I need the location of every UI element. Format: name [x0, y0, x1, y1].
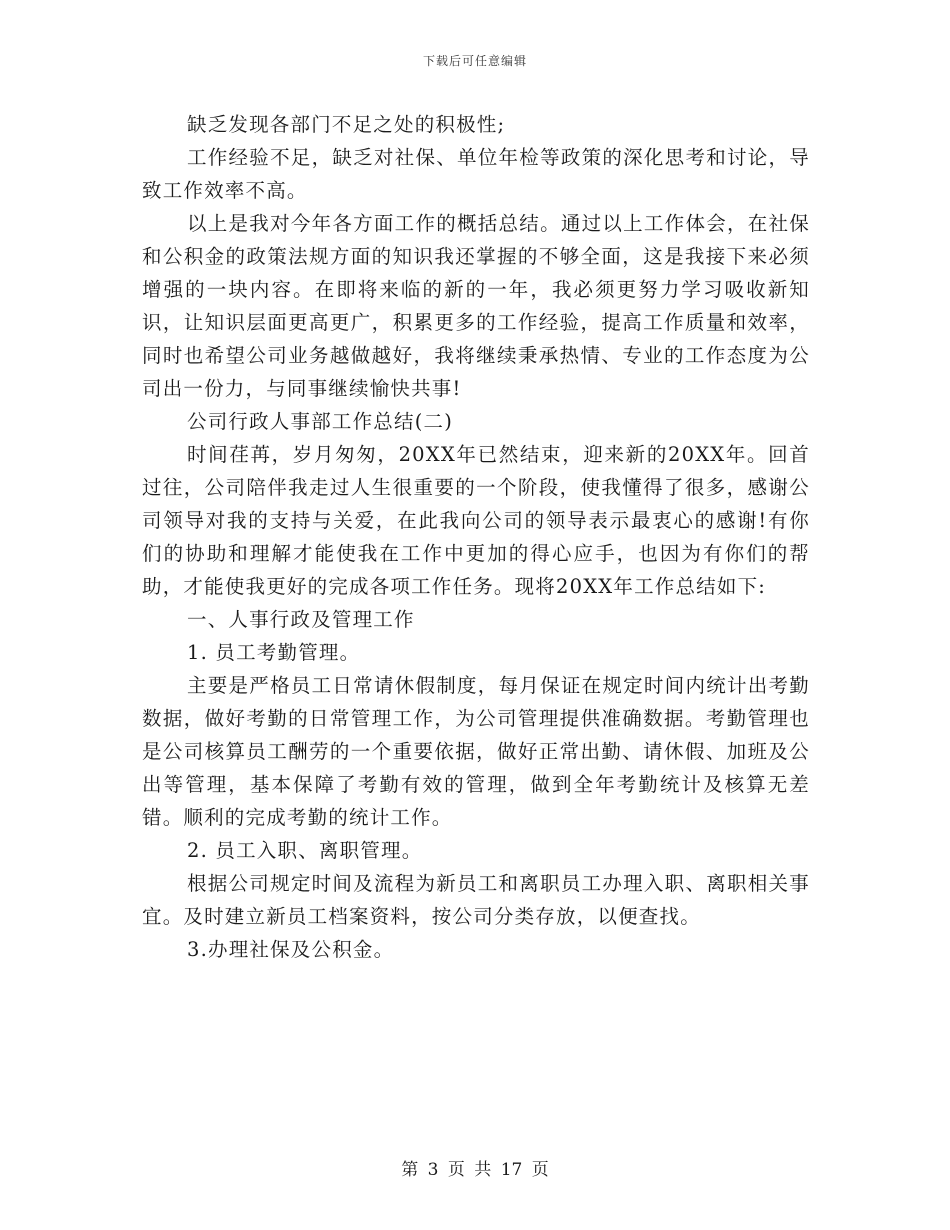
section-title: 公司行政人事部工作总结(二) — [187, 410, 454, 433]
paragraph: 工作经验不足，缺乏对社保、单位年检等政策的深化思考和讨论，导致工作效率不高。 — [142, 146, 810, 202]
page-header: 下载后可任意编辑 — [422, 54, 527, 68]
document-body — [142, 108, 810, 966]
subsection-heading: 1. 员工考勤管理。 — [187, 641, 361, 664]
paragraph: 缺乏发现各部门不足之处的积极性; — [187, 113, 506, 136]
paragraph: 以上是我对今年各方面工作的概括总结。通过以上工作体会，在社保和公积金的政策法规方面的知识我还掌握的不够全面，这是我接下来必须增强的一块内容。在即将来临的新的一年，我必须更努力学习吸收新知识，让知识层面更高更广，积累更多的工作经验，提高工作质量和效率，同时也希望公司业务越做越好，我将继续秉承热情、专业的工作态度为公司出一份力，与同事继续愉快共事! — [142, 212, 810, 400]
subsection-heading: 2. 员工入职、离职管理。 — [187, 839, 423, 862]
page-number: 第 3 页 共 17 页 — [401, 1160, 549, 1180]
paragraph: 根据公司规定时间及流程为新员工和离职员工办理入职、离职相关事宜。及时建立新员工档案资料，按公司分类存放，以便查找。 — [142, 872, 810, 928]
subsection-heading: 3.办理社保及公积金。 — [187, 938, 395, 961]
paragraph: 时间荏苒，岁月匆匆，20XX年已然结束，迎来新的20XX年。回首过往，公司陪伴我走过人生很重要的一个阶段，使我懂得了很多，感谢公司领导对我的支持与关爱，在此我向公司的领导表示最衷心的感谢!有你们的协助和理解才能使我在工作中更加的得心应手，也因为有你们的帮助，才能使我更好的完成各项工作任务。现将20XX年工作总结如下: — [142, 443, 810, 598]
section-heading: 一、人事行政及管理工作 — [187, 608, 415, 631]
paragraph: 主要是严格员工日常请休假制度，每月保证在规定时间内统计出考勤数据，做好考勤的日常管理工作，为公司管理提供准确数据。考勤管理也是公司核算员工酬劳的一个重要依据，做好正常出勤、请休假、加班及公出等管理，基本保障了考勤有效的管理，做到全年考勤统计及核算无差错。顺利的完成考勤的统计工作。 — [142, 674, 810, 829]
